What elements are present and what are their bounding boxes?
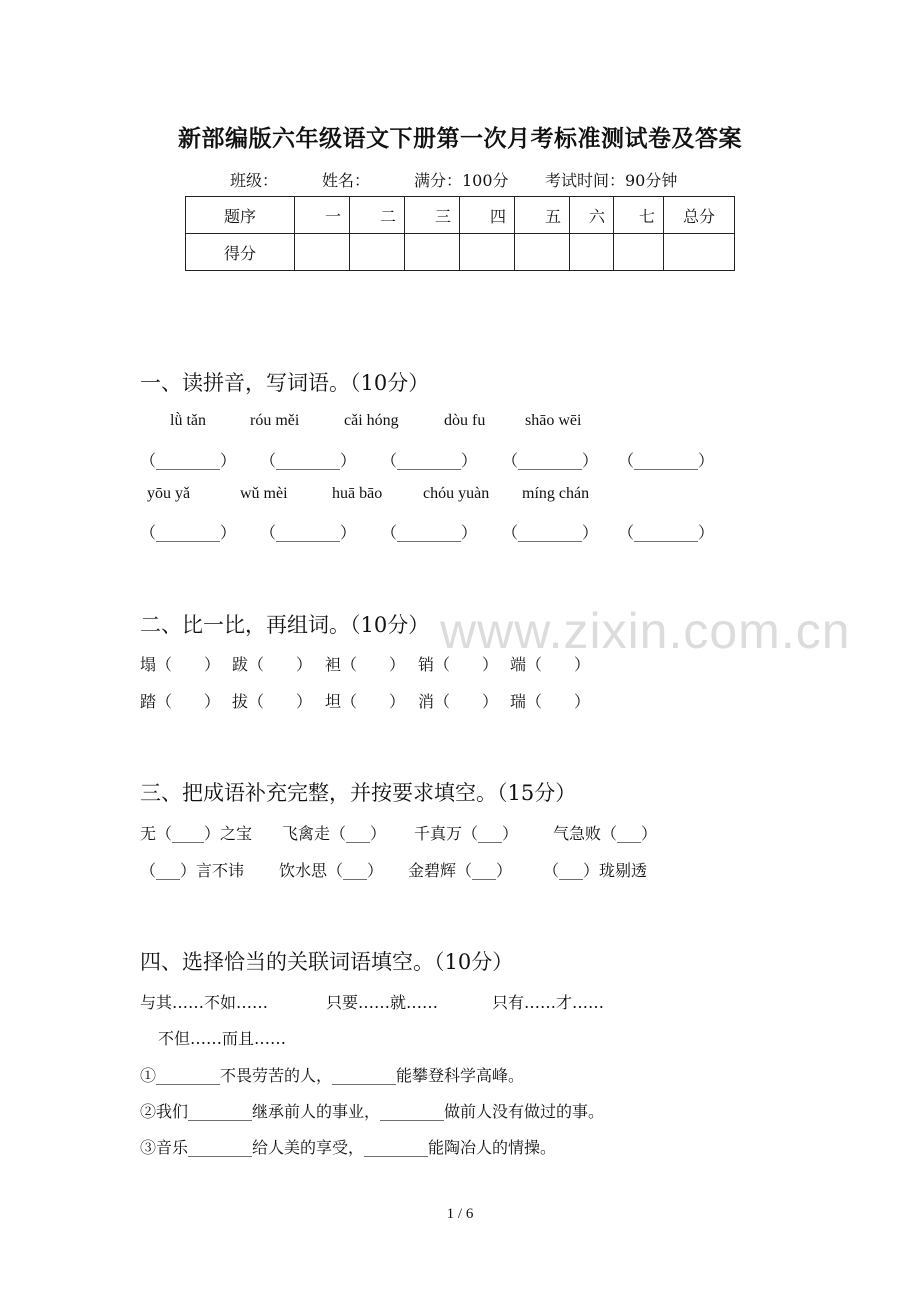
section3-heading: 三、把成语补充完整，并按要求填空。（15分）	[140, 781, 577, 805]
idiom-item: 气急败（___）	[553, 824, 658, 843]
question-1: ①________不畏劳苦的人，________能攀登科学高峰。	[140, 1066, 525, 1085]
header-cell: 四	[460, 197, 515, 234]
word-item: 拔（ ）	[232, 692, 313, 711]
answer-blank[interactable]: （________）	[502, 523, 599, 542]
conjunction-option: 与其……不如……	[140, 993, 269, 1012]
idiom-item: 飞禽走（___）	[282, 824, 387, 843]
pinyin: cǎi hóng	[344, 412, 399, 429]
header-cell: 七	[614, 197, 664, 234]
score-cell[interactable]	[405, 234, 460, 271]
header-cell: 三	[405, 197, 460, 234]
word-item: 跋（ ）	[232, 655, 313, 674]
header-cell: 总分	[664, 197, 735, 234]
score-cell[interactable]	[570, 234, 614, 271]
word-item: 塌（ ）	[140, 655, 221, 674]
conjunction-option: 不但……而且……	[158, 1029, 287, 1048]
question-3: ③音乐________给人美的享受，________能陶冶人的情操。	[140, 1138, 557, 1157]
section2-heading: 二、比一比，再组词。（10分）	[140, 613, 430, 637]
word-item: 踏（ ）	[140, 692, 221, 711]
question-2: ②我们________继承前人的事业，________做前人没有做过的事。	[140, 1102, 605, 1121]
answer-blank[interactable]: （________）	[140, 523, 237, 542]
answer-blank[interactable]: （________）	[260, 451, 357, 470]
word-item: 坦（ ）	[325, 692, 406, 711]
pinyin: shāo wēi	[525, 412, 582, 429]
pinyin: róu měi	[250, 412, 300, 429]
word-item: 消（ ）	[418, 692, 499, 711]
section1-heading: 一、读拼音，写词语。（10分）	[140, 371, 430, 395]
answer-blank[interactable]: （________）	[381, 451, 478, 470]
answer-blank[interactable]: （________）	[381, 523, 478, 542]
row-label: 得分	[186, 234, 295, 271]
answer-blank[interactable]: （________）	[618, 523, 715, 542]
score-cell[interactable]	[515, 234, 570, 271]
idiom-item: （___）珑剔透	[543, 861, 648, 880]
page-title: 新部编版六年级语文下册第一次月考标准测试卷及答案	[178, 125, 742, 152]
pinyin: yōu yǎ	[147, 485, 191, 502]
pinyin: huā bāo	[332, 485, 383, 502]
header-cell: 六	[570, 197, 614, 234]
exam-time: 考试时间：90分钟	[545, 171, 678, 190]
pinyin: míng chán	[522, 485, 590, 502]
full-score: 满分：100分	[414, 171, 509, 190]
idiom-item: 千真万（___）	[414, 824, 519, 843]
answer-blank[interactable]: （________）	[618, 451, 715, 470]
pinyin: lǜ tǎn	[170, 412, 206, 429]
pinyin: chóu yuàn	[423, 485, 490, 502]
word-item: 端（ ）	[510, 655, 591, 674]
score-table-header-row	[186, 197, 735, 234]
word-item: 袒（ ）	[325, 655, 406, 674]
name-label: 姓名：	[322, 171, 371, 190]
score-table-score-row	[186, 234, 735, 271]
answer-blank[interactable]: （________）	[140, 451, 237, 470]
conjunction-option: 只要……就……	[326, 993, 439, 1012]
score-cell[interactable]	[295, 234, 350, 271]
idiom-item: 无（____）之宝	[140, 824, 253, 843]
section4-heading: 四、选择恰当的关联词语填空。（10分）	[140, 950, 514, 974]
pinyin: wǔ mèi	[240, 485, 288, 502]
answer-blank[interactable]: （________）	[260, 523, 357, 542]
idiom-item: （___）言不讳	[140, 861, 245, 880]
header-cell: 二	[350, 197, 405, 234]
watermark: www.zixin.com.cn	[440, 603, 851, 659]
idiom-item: 饮水思（___）	[279, 861, 384, 880]
score-cell[interactable]	[460, 234, 515, 271]
header-cell: 一	[295, 197, 350, 234]
score-cell[interactable]	[664, 234, 735, 271]
page-number: 1 / 6	[446, 1206, 474, 1222]
word-item: 瑞（ ）	[510, 692, 591, 711]
score-table	[185, 196, 735, 271]
pinyin: dòu fu	[444, 412, 486, 429]
score-cell[interactable]	[350, 234, 405, 271]
answer-blank[interactable]: （________）	[502, 451, 599, 470]
score-cell[interactable]	[614, 234, 664, 271]
idiom-item: 金碧辉（___）	[408, 861, 513, 880]
word-item: 销（ ）	[418, 655, 499, 674]
header-cell: 题序	[186, 197, 295, 234]
class-label: 班级：	[230, 171, 279, 190]
conjunction-option: 只有……才……	[492, 993, 605, 1012]
header-cell: 五	[515, 197, 570, 234]
